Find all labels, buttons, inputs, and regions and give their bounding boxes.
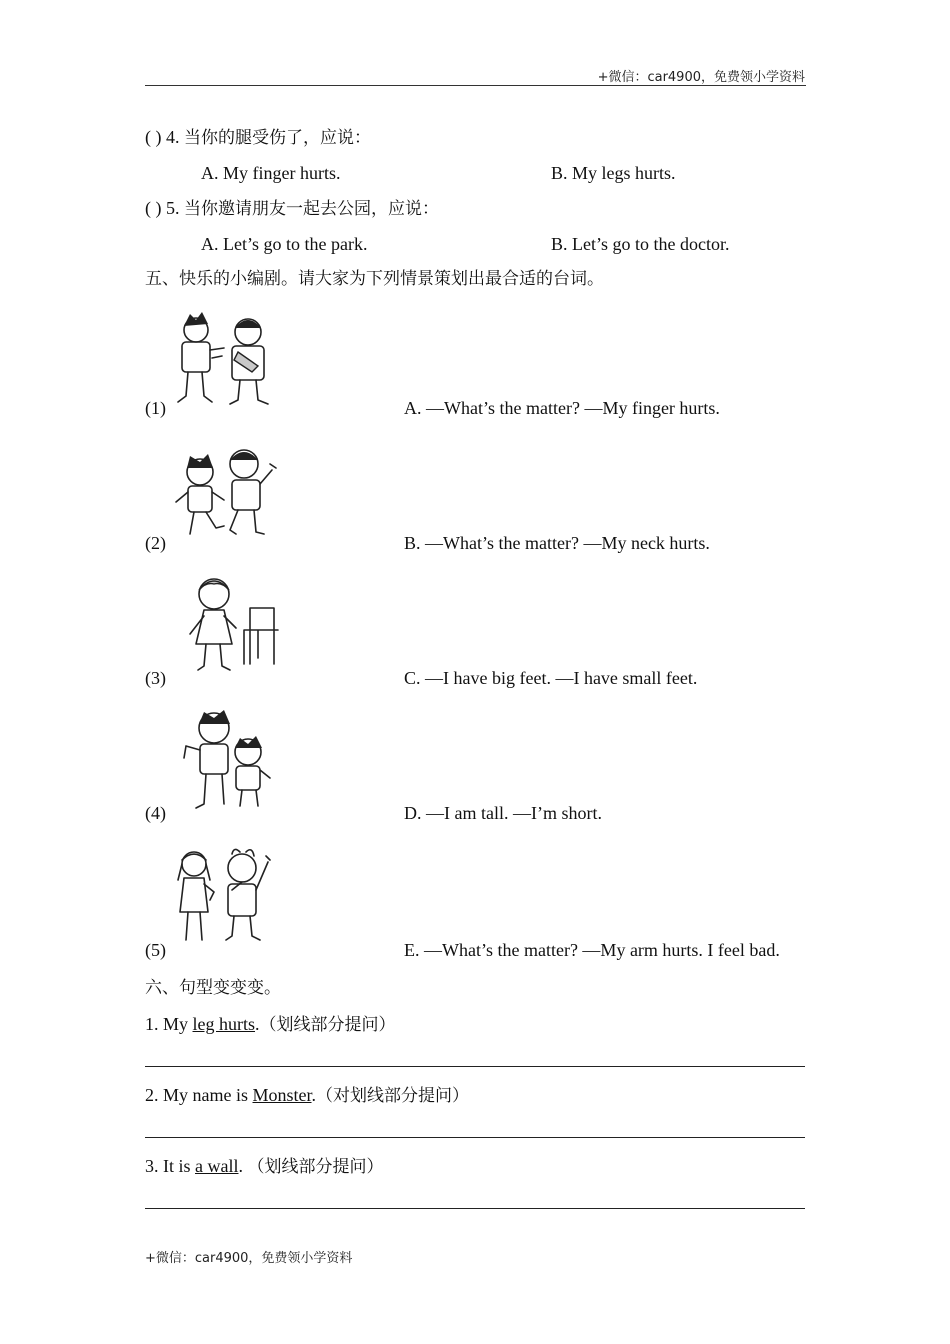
header-rule — [145, 85, 806, 86]
rewrite-item-3-pre: 3. It is — [145, 1156, 196, 1176]
option-d: D. —I am tall. —I’m short. — [404, 803, 602, 823]
rewrite-item-2-post: . — [311, 1085, 317, 1105]
rewrite-item-2-underlined: Monster — [252, 1085, 312, 1105]
rewrite-item-1-underlined: leg hurts — [192, 1014, 256, 1034]
option-e: E. —What’s the matter? —My arm hurts. I feel bad. — [404, 940, 780, 960]
picture-3-label: (3) — [145, 668, 166, 688]
picture-5-label: (5) — [145, 940, 166, 960]
picture-3-girl-and-chair — [178, 572, 282, 674]
option-c: C. —I have big feet. —I have small feet. — [404, 668, 698, 688]
rewrite-item-3-underlined: a wall — [195, 1156, 239, 1176]
rewrite-item-1-post: . — [255, 1014, 260, 1034]
question-5-option-a: A. Let’s go to the park. — [201, 234, 368, 254]
rewrite-item-1-note: （划线部分提问） — [259, 1015, 396, 1035]
question-4-prefix: ( ) 4. — [145, 127, 184, 147]
question-5-option-b: B. Let’s go to the doctor. — [551, 234, 730, 254]
rewrite-item-1 — [145, 1014, 396, 1035]
section-6-title: 六、句型变变变。 — [145, 978, 281, 998]
answer-line-2[interactable] — [145, 1137, 805, 1138]
rewrite-item-2-note: （对划线部分提问） — [316, 1086, 470, 1106]
picture-1-boys-arm-sling — [168, 308, 280, 410]
rewrite-item-2 — [145, 1085, 469, 1106]
question-4-option-a: A. My finger hurts. — [201, 163, 341, 183]
picture-4-tall-and-short-boys — [180, 706, 276, 812]
rewrite-item-3 — [145, 1156, 384, 1177]
question-5-prefix: ( ) 5. — [145, 198, 184, 218]
picture-2-label: (2) — [145, 533, 166, 553]
header-watermark: +微信：car4900，免费领小学资料 — [597, 70, 805, 85]
rewrite-item-1-pre: 1. My — [145, 1014, 193, 1034]
footer-watermark: +微信：car4900，免费领小学资料 — [145, 1251, 353, 1266]
question-4-option-b: B. My legs hurts. — [551, 163, 676, 183]
question-4-stem: 当你的腿受伤了，应说： — [184, 128, 371, 148]
answer-line-1[interactable] — [145, 1066, 805, 1067]
section-5-title: 五、快乐的小编剧。请大家为下列情景策划出最合适的台词。 — [145, 269, 604, 289]
question-5-stem: 当你邀请朋友一起去公园，应说： — [184, 199, 439, 219]
answer-line-3[interactable] — [145, 1208, 805, 1209]
question-4 — [145, 127, 371, 148]
question-5 — [145, 198, 439, 219]
option-b: B. —What’s the matter? —My neck hurts. — [404, 533, 710, 553]
picture-2-boys-waving — [170, 442, 282, 540]
rewrite-item-3-note: （划线部分提问） — [247, 1157, 384, 1177]
rewrite-item-3-post: . — [238, 1156, 248, 1176]
picture-1-label: (1) — [145, 398, 166, 418]
picture-5-girl-and-child — [170, 842, 280, 948]
rewrite-item-2-pre: 2. My name is — [145, 1085, 253, 1105]
picture-4-label: (4) — [145, 803, 166, 823]
option-a: A. —What’s the matter? —My finger hurts. — [404, 398, 720, 418]
